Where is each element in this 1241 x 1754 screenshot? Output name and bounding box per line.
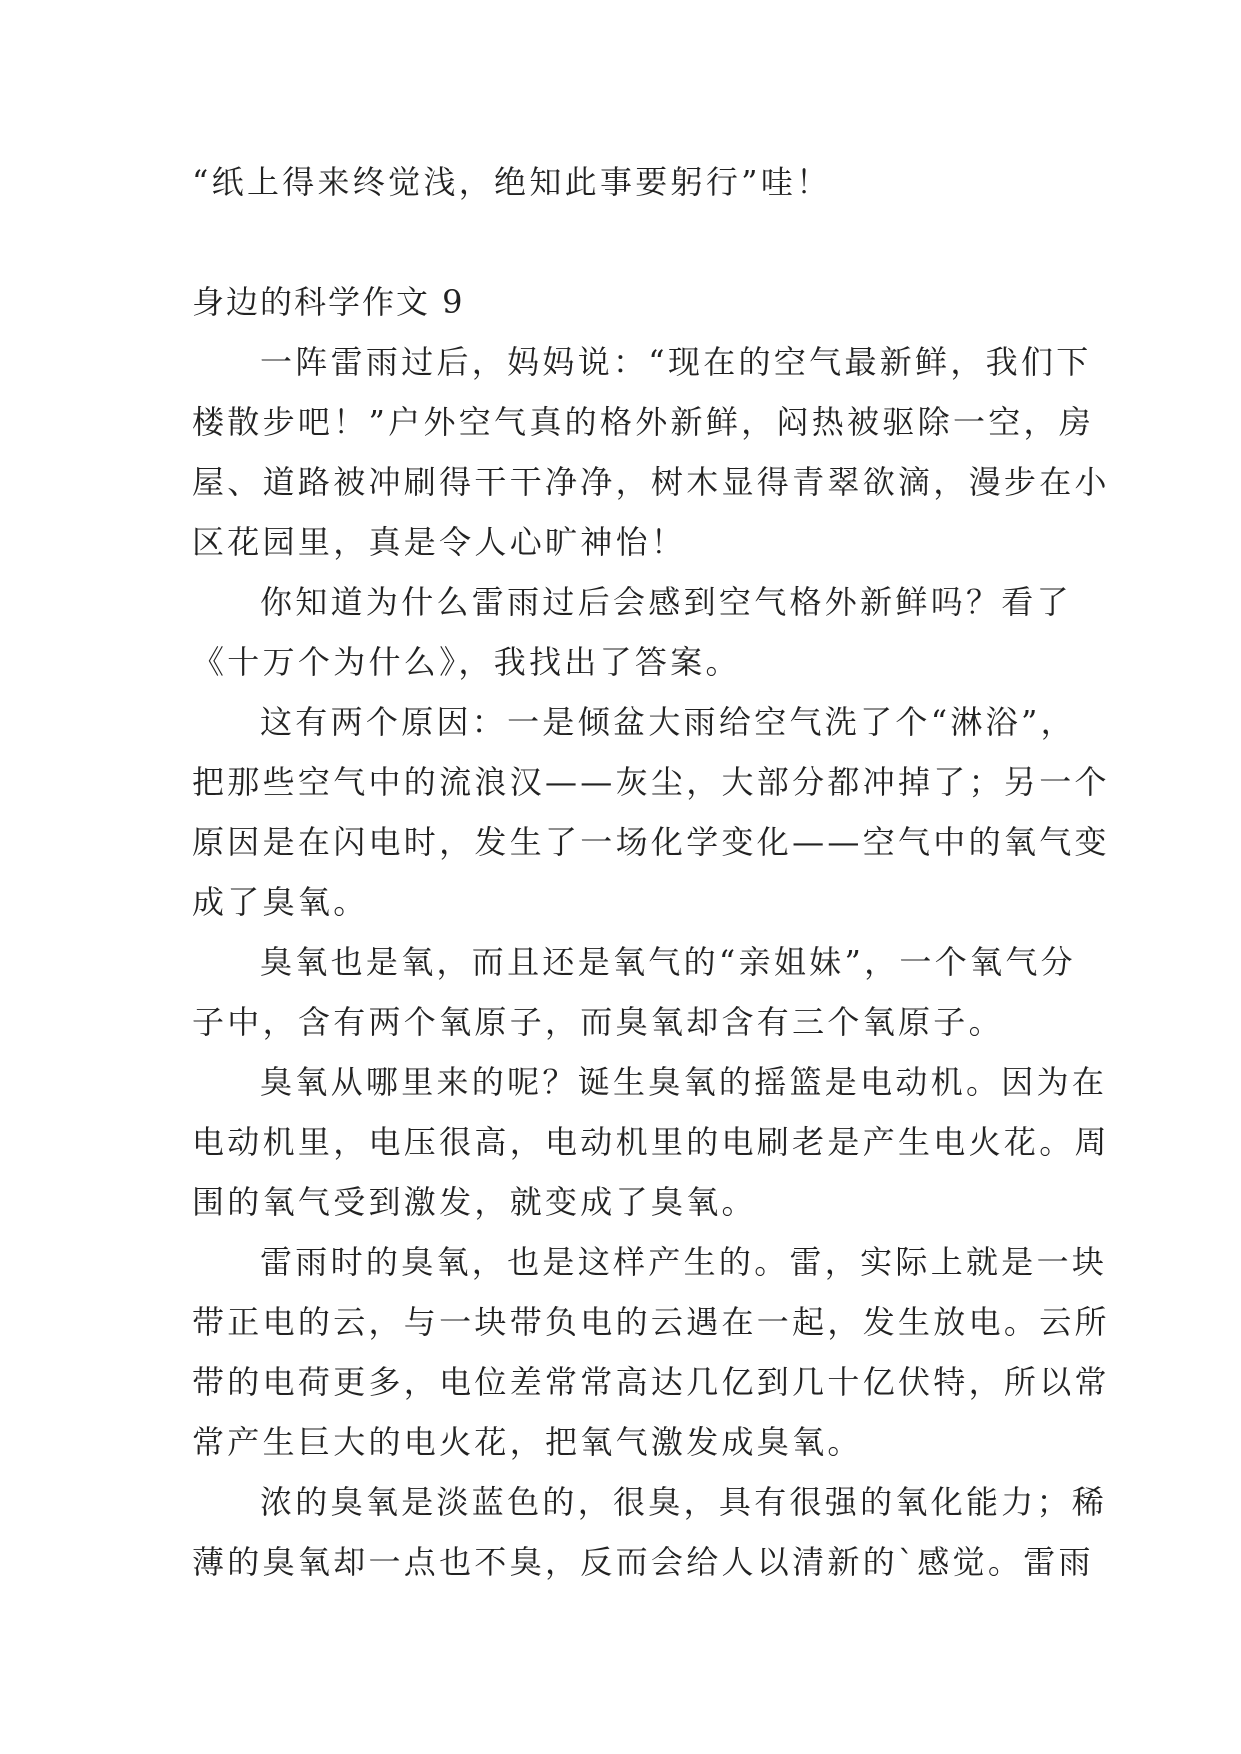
paragraph-line: 区花园里，真是令人心旷神怡！: [192, 523, 687, 561]
paragraph-line: 电动机里，电压很高，电动机里的电刷老是产生电火花。周: [192, 1123, 1110, 1161]
paragraph-line: 臭氧从哪里来的呢？诞生臭氧的摇篮是电动机。因为在: [260, 1063, 1108, 1101]
paragraph-line: 屋、道路被冲刷得干干净净，树木显得青翠欲滴，漫步在小: [192, 463, 1110, 501]
paragraph-line: 子中，含有两个氧原子，而臭氧却含有三个氧原子。: [192, 1003, 1004, 1041]
paragraph-line: 你知道为什么雷雨过后会感到空气格外新鲜吗？看了: [260, 583, 1072, 621]
essay-title: 身边的科学作文 9: [192, 283, 465, 321]
quote-line: “纸上得来终觉浅，绝知此事要躬行”哇！: [192, 163, 832, 201]
paragraph-line: 薄的臭氧却一点也不臭，反而会给人以清新的`感觉。雷雨: [192, 1543, 1094, 1581]
paragraph-1: [192, 332, 1110, 572]
paragraph-4: [192, 932, 1076, 1052]
paragraph-line: 常产生巨大的电火花，把氧气激发成臭氧。: [192, 1423, 863, 1461]
document-body: [192, 152, 1110, 1592]
blank-line: [192, 212, 1064, 272]
paragraph-3: [192, 692, 1110, 932]
paragraph-line: 浓的臭氧是淡蓝色的，很臭，具有很强的氧化能力；稀: [260, 1483, 1108, 1521]
paragraph-line: 一阵雷雨过后，妈妈说：“现在的空气最新鲜，我们下: [260, 343, 1092, 381]
paragraph-5: [192, 1052, 1110, 1232]
paragraph-2: [192, 572, 1072, 692]
paragraph-line: 围的氧气受到激发，就变成了臭氧。: [192, 1183, 757, 1221]
paragraph-6: [192, 1232, 1110, 1472]
paragraph-line: 臭氧也是氧，而且还是氧气的“亲姐妹”，一个氧气分: [260, 943, 1076, 981]
paragraph-line: 把那些空气中的流浪汉——灰尘，大部分都冲掉了；另一个: [192, 763, 1110, 801]
paragraph-line: 雷雨时的臭氧，也是这样产生的。雷，实际上就是一块: [260, 1243, 1108, 1281]
paragraph-line: 带正电的云，与一块带负电的云遇在一起，发生放电。云所: [192, 1303, 1110, 1341]
paragraph-line: 成了臭氧。: [192, 883, 369, 921]
paragraph-7: [192, 1472, 1108, 1592]
paragraph-line: 这有两个原因：一是倾盆大雨给空气洗了个“淋浴”，: [260, 703, 1076, 741]
paragraph-line: 带的电荷更多，电位差常常高达几亿到几十亿伏特，所以常: [192, 1363, 1110, 1401]
paragraph-line: 楼散步吧！”户外空气真的格外新鲜，闷热被驱除一空，房: [192, 403, 1095, 441]
paragraph-line: 《十万个为什么》，我找出了答案。: [192, 643, 741, 681]
paragraph-line: 原因是在闪电时，发生了一场化学变化——空气中的氧气变: [192, 823, 1110, 861]
